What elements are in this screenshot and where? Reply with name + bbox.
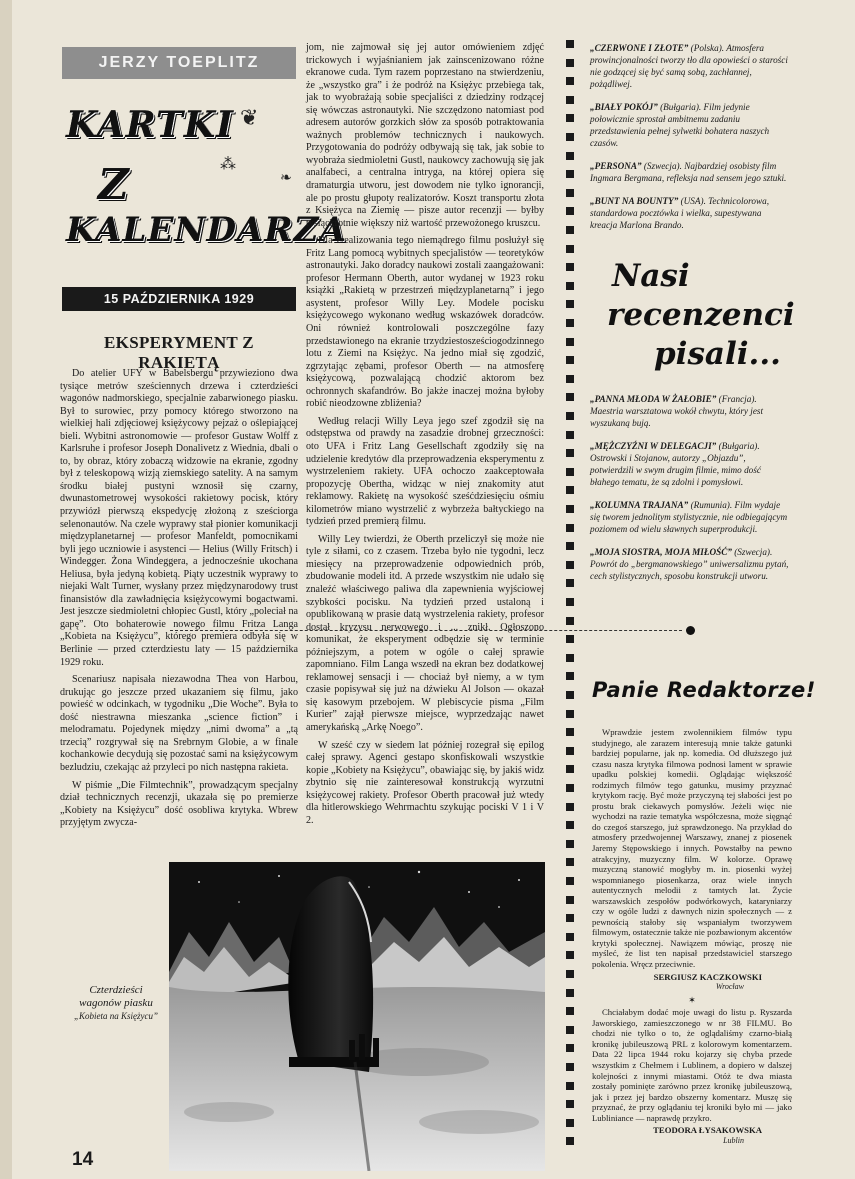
paragraph: Scenariusz napisała niezawodna Thea von Harbou, drukując go jeszcze przed ukazaniem się filmu, jako powieść w odcinkach, w tygodniku „Die Woche”. Była to dość niestrawna mieszanka „science fiction” i melodramatu. Pojedynek między „nimi dwoma” a „tą trzecią” rozgrywał się na Srebrnym Globie, a w finale kochankowie decydują się pozostać sami na księżycowym bezludziu, czekając aż przyleci po nich następna rakieta. — [60, 674, 298, 773]
film-country: (Szwecja). — [643, 161, 682, 171]
square-bullet-icon — [566, 672, 574, 680]
square-bullet-icon — [566, 710, 574, 718]
film-title: „MOJA SIOSTRA, MOJA MIŁOŚĆ” — [590, 547, 732, 557]
caption-main: Czterdzieści wagonów piasku — [79, 984, 153, 1009]
square-bullet-icon — [566, 1007, 574, 1015]
square-bullet-icon — [566, 896, 574, 904]
square-bullet-icon — [566, 914, 574, 922]
film-country: (Bułgaria). — [660, 102, 702, 112]
square-bullet-icon — [566, 431, 574, 439]
letters-section — [592, 727, 792, 1146]
square-bullet-icon — [566, 635, 574, 643]
film-text: Maestria warsztatowa wokół chwytu, który jest wyszukaną bują. — [590, 406, 764, 428]
square-bullet-icon — [566, 245, 574, 253]
film-title: „BIAŁY POKÓJ” — [590, 102, 658, 112]
letter-text: Wprawdzie jestem zwolennikiem filmów typu studyjnego, ale zarazem interesują mnie także gatunki bardziej popularne, jak np. komedia. Od dłuższego już czasu nasza krytyka filmowa podnosi lament w sprawie upadku polskiej komedii. Oglądając większość rodzimych filmów tego gatunku, musimy przyznać krytykom rację. Być może przyczyną tej słabości jest po prostu brak ciekawych pomysłów. Jeżeli więc nie wychodzi na razie tematyka współczesna, może sięgnąć do czegoś starszego, już sprawdzonego. Na przykład do atmosfery przedwojennej Warszawy, znanej z piosenek Jaremy Stępowskiego i innych. Powstałby na pewno atrakcyjny, muzyczny film. W kolorze. Oprawę muzyczną stanowić mogłyby m. in. piosenki wyżej wspomnianego piosenkarza, oraz wiele innych autentycznych melodii z tamtych lat. Życie warszawskich zespołów podwórkowych, kataryniarzy czy w ogóle ludzi z dawnych nizin społecznych — z pewnością stałoby się wspaniałym tworzywem filmowym, ostatecznie także nie pozbawionym akcentów krytyki społecznej. Nawiązem mówiąc, proszę nie myśleć, że list ten napisał przedstawiciel starszego pokolenia. Wręcz przeciwnie. — [592, 727, 792, 970]
square-bullet-icon — [566, 524, 574, 532]
photo-caption — [68, 984, 164, 1022]
author-name: JERZY TOEPLITZ — [98, 54, 260, 71]
film-title: „MĘŻCZYŹNI W DELEGACJI” — [590, 441, 717, 451]
square-bullet-icon — [566, 356, 574, 364]
film-text: Ostrowski i Stojanow, autorzy „Objazdu”, potwierdzili w swym drugim filmie, mimo dość błahego tematu, że są zdolni i pomysłowi. — [590, 453, 761, 487]
square-bullet-icon — [566, 1026, 574, 1034]
square-bullet-icon — [566, 393, 574, 401]
square-bullet-icon — [566, 170, 574, 178]
square-bullet-icon — [566, 319, 574, 327]
square-bullet-icon — [566, 40, 574, 48]
paragraph: jom, nie zajmował się jej autor omówieniem zdjęć trickowych i wyjaśnianiem jak zainscenizowano różne ekranowe cuda. Tym razem poprzestano na stwierdzeniu, że „wszystko gra” i że podróż na Księżyc przebiega tak, jak to wyobrażają sobie specjaliści z dziedziny rodzącej się wówczas astronautyki. Nie szczędzono natomiast pod adresem autorów gorzkich słów za sposób potraktowania ważnych problemów technicznych i naukowych. Przygotowania do podróży odbywają się tak, jak sobie to wyobraża siedmioletni Gustl, naukowcy zachowują się jak analfabeci, a centralna intryga, na której opiera się dramaturgia utworu, jest dowodem nie tylko ignorancji, ale po prostu głupoty realizatorów. Koszt transportu złota z Księżyca na Ziemię — pisze autor recenzji — byłby tysiąckrotnie większy niż wartość przewożonego kruszcu. — [306, 42, 544, 229]
square-bullet-icon — [566, 1082, 574, 1090]
masthead-line-1: KARTKI — [66, 104, 234, 146]
dashed-divider — [170, 630, 682, 631]
square-bullet-icon — [566, 542, 574, 550]
square-bullet-icon — [566, 654, 574, 662]
letter-signature: TEODORA ŁYSAKOWSKA — [653, 1125, 762, 1136]
film-title: „CZERWONE I ZŁOTE” — [590, 43, 689, 53]
film-text: Powrót do „bergmanowskiego” uniwersalizmu pytań, cech stylistycznych, sposobu konstrukcji utworu. — [590, 559, 789, 581]
square-bullet-icon — [566, 858, 574, 866]
square-bullet-icon — [566, 412, 574, 420]
flourish-ornament-icon: ⁂ — [220, 154, 236, 173]
film-entry — [590, 499, 790, 535]
square-bullet-icon — [566, 1044, 574, 1052]
square-bullet-icon — [566, 207, 574, 215]
square-bullet-icon — [566, 1119, 574, 1127]
square-bullet-icon — [566, 468, 574, 476]
masthead-line-3: KALENDARZA — [66, 210, 347, 250]
square-bullet-icon — [566, 59, 574, 67]
square-bullet-icon — [566, 133, 574, 141]
film-country: (Szwecja). — [734, 547, 773, 557]
film-entry — [590, 393, 790, 429]
square-bullet-icon — [566, 821, 574, 829]
square-bullet-icon — [566, 598, 574, 606]
film-title: „PANNA MŁODA W ŻAŁOBIE” — [590, 394, 717, 404]
film-still-photo — [169, 862, 545, 1171]
film-country: (Rumunia). — [690, 500, 733, 510]
bullet-squares-column — [566, 40, 576, 1160]
square-bullet-icon — [566, 1063, 574, 1071]
letters-heading: Panie Redaktorze! — [592, 678, 816, 702]
film-entry — [590, 440, 790, 488]
square-bullet-icon — [566, 951, 574, 959]
film-text: Technicolorowa, standardowa pocztówka i wielka, supestywana kreacja Marlona Brando. — [590, 196, 769, 230]
flourish-ornament-icon: ❧ — [280, 170, 292, 186]
film-entry — [590, 42, 790, 90]
film-title: „BUNT NA BOUNTY” — [590, 196, 679, 206]
film-title: „KOLUMNA TRAJANA” — [590, 500, 689, 510]
square-bullet-icon — [566, 375, 574, 383]
square-bullet-icon — [566, 691, 574, 699]
reviews-heading-line-3: pisali... — [654, 336, 781, 372]
film-country: (Bułgaria). — [718, 441, 760, 451]
square-bullet-icon — [566, 486, 574, 494]
paragraph: Dla zrealizowania tego niemądrego filmu posłużył się Fritz Lang pomocą wybitnych specjalistów — teoretyków astronautyki. Jako doradcy naukowi zostali zaangażowani: profesor Hermann Oberth, autor wydanej w 1923 roku książki „Rakietą w przestrzeń międzyplanetarną” i jego asystent, profesor Willy Ley. Modele pocisku księżycowego wykonano według wskazówek doradców. Oni również kontrolowali poszczególne fazy przedstawionego na ekranie trzydziestosześciogodzinnego lotu z Ziemi na Księżyc. Na jedno miał się zgodzić, zgrzytając zębami, profesor Oberth — na atmosferę księżycową, pozwalającą chodzić aktorom bez ochronnych skafandrów. Bo jakże inaczej można byłoby robić nieodzowne zbliżenia? — [306, 235, 544, 410]
lunar-landscape-image — [169, 862, 545, 1171]
square-bullet-icon — [566, 263, 574, 271]
masthead-line-2: Z — [98, 160, 130, 209]
page-edge — [0, 0, 12, 1179]
film-entry — [590, 160, 790, 184]
square-bullet-icon — [566, 933, 574, 941]
square-bullet-icon — [566, 300, 574, 308]
films-list-bottom — [590, 393, 790, 593]
page-number: 14 — [72, 1149, 94, 1170]
date-bar — [62, 287, 296, 311]
square-bullet-icon — [566, 765, 574, 773]
film-text: Film wydaje się tworem jednolitym stylistycznie, nie odbiegającym poziomem od wielu sławnych superprodukcji. — [590, 500, 788, 534]
paragraph: W sześć czy w siedem lat później rozegrał się epilog całej sprawy. Agenci gestapo skonfiskowali wszystkie kopie „Kobiety na Księżycu”, obawiając się, by jakiś widz zbytnio się nie zainteresował konstrukcją wyrzutni księżycowej rakiety. Profesor Oberth pracował już wtedy dla hitlerowskiego Wehrmachtu szykując pociski V 1 i V 2. — [306, 739, 544, 826]
article-title: EKSPERYMENT Z RAKIETĄ — [104, 333, 254, 372]
letter-city: Lublin — [723, 1135, 744, 1145]
article-column-1 — [60, 368, 298, 830]
square-bullet-icon — [566, 803, 574, 811]
film-entry — [590, 101, 790, 149]
square-bullet-icon — [566, 970, 574, 978]
masthead — [62, 100, 347, 260]
square-bullet-icon — [566, 579, 574, 587]
square-bullet-icon — [566, 617, 574, 625]
square-bullet-icon — [566, 152, 574, 160]
square-bullet-icon — [566, 728, 574, 736]
square-bullet-icon — [566, 505, 574, 513]
paragraph: Według relacji Willy Leya jego szef zgodził się na odstępstwa od prawdy na zasadzie drobnej grzeczności: oto UFA i Fritz Lang Gesellschaft zgodziły się na udzielenie kredytów dla przeprowadzenia eksperymentu z wystrzeleniem rakiety. UFA ochoczo zaakceptowała propozycję Obertha, widząc w niej znakomity atut reklamowy. Rakietę na wysokość sześćdziesięciu ośmiu kilometrów miano wystrzelić z wybrzeża bałtyckiego na tydzień przed premierą filmu. — [306, 415, 544, 528]
square-bullet-icon — [566, 840, 574, 848]
square-bullet-icon — [566, 338, 574, 346]
paragraph: Willy Ley twierdzi, że Oberth przeliczył się może nie tyle z siłami, co z czasem. Trzeba było nie tygodni, lecz miesięcy na przeprowadzenie odpowiednich prób, zbudowanie modeli itd. A przede wszystkim nie udało się znaleźć właściwego paliwa dla zapewnienia wyjściowej szybkości pocisku. Na tydzień przed ustaloną i opublikowaną w prasie datą wystrzelenia rakiety, profesor dostał kryzysu nerwowego i ... znikł. Ogłoszono komunikat, że eksperyment odbędzie się w terminie późniejszym, a potem w ogóle o całej sprawie zapomniano. Film Langa wszedł na ekran bez dodatkowej reklamowej sensacji i — chociaż był niemy, a w tym czasie popisywał się już na dźwieku Al Jolson — okazał się kasowym przebojem. W plebiscycie pisma „Film Kurier” zajął pierwsze miejsce, wyprzedzając nawet amerykańską „Arkę Noego”. — [306, 533, 544, 733]
film-country: (USA). — [680, 196, 706, 206]
films-list-top — [590, 42, 790, 242]
dot-divider — [686, 626, 695, 635]
star-separator-icon: ✶ — [688, 994, 696, 1005]
date-text: 15 PAŹDZIERNIKA 1929 — [103, 292, 255, 306]
square-bullet-icon — [566, 282, 574, 290]
article-column-2 — [306, 42, 544, 827]
square-bullet-icon — [566, 561, 574, 569]
letter-city: Wrocław — [715, 982, 744, 992]
film-entry — [590, 195, 790, 231]
square-bullet-icon — [566, 77, 574, 85]
film-text: Najbardziej osobisty film Ingmara Bergmana, refleksja nad sensem jego sztuki. — [590, 161, 787, 183]
letter-signature: SERGIUSZ KACZKOWSKI — [653, 971, 762, 982]
square-bullet-icon — [566, 226, 574, 234]
paragraph: Do atelier UFY w Babelsbergu przywieziono dwa tysiące metrów sześciennych drzewa i czterdzieści wagonów nadmorskiego, specjalnie zabarwionego piasku. Był to surowiec, przy pomocy którego stworzono na wielkiej hali zdjęciowej księżycowy pejzaż o oślepiającej bieli. Wybitni astronomowie — profesor Gustaw Wolff z Karlsruhe i profesor Joseph Donalivetz z Wiednia, dbali o to, by obraz, który zobaczą widzowie na ekranie, zgodny był z teleskopową wizją ziemskiego satelity. A na samym środku białej pustyni wznosił się czarny, dwunastometrowej wysokości rakietowy pocisk, który przywiózł pierwszą ekspedycję złożoną z sześciorga selenonautów. Na czele wyprawy stał pionier komunikacji międzyplanetarnej — profesor Manfeldt, pomocnikami byli jego uczniowie i asystenci — Helius (Willy Fritsch) i Windegger. Żona Windeggera, a jednocześnie ukochana Heliusa, była jedyną kobietą. Piąty uczestnik wyprawy to niejaki Walt Turner, wysłany przez międzynarodowy trust finansistów dla zawładnięcia księżycowymi bogactwami. Jest jeszcze siedmioletni chłopiec Gustl, który „poleciał na gapę”. Oto bohaterowie nowego filmu Fritza Langa „Kobieta na Księżycu”, którego premiera odbyła się w Berlinie — przed czterdziestu laty — 15 października 1929 roku. — [60, 368, 298, 668]
film-text: Atmosfera prowincjonalności tworzy tło dla opowieści o starości nie godzącej się być samą sobą, zachłannej, pożądliwej. — [590, 43, 788, 89]
square-bullet-icon — [566, 449, 574, 457]
square-bullet-icon — [566, 747, 574, 755]
film-country: (Francja). — [718, 394, 757, 404]
square-bullet-icon — [566, 989, 574, 997]
square-bullet-icon — [566, 784, 574, 792]
square-bullet-icon — [566, 189, 574, 197]
paragraph: W piśmie „Die Filmtechnik”, prowadzącym specjalny dział technicznych recenzji, ukazała się po premierze „Kobiety na Księżycu” dość osobliwa krytyka. Wbrew przyjętym zwycza- — [60, 779, 298, 829]
caption-sub: „Kobieta na Księżycu” — [73, 1011, 158, 1021]
film-title: „PERSONA” — [590, 161, 642, 171]
reviews-heading-line-1: Nasi — [612, 258, 690, 294]
author-bar — [62, 47, 296, 79]
reviews-heading-line-2: recenzenci — [607, 297, 795, 333]
film-text: Film jedynie połowicznie sprostał ambitnemu zadaniu przedstawienia pełnej sylwetki bohatera naszych czasów. — [590, 102, 770, 148]
square-bullet-icon — [566, 877, 574, 885]
square-bullet-icon — [566, 1100, 574, 1108]
square-bullet-icon — [566, 1137, 574, 1145]
flourish-ornament-icon: ❦ — [240, 106, 259, 131]
film-entry — [590, 546, 790, 582]
letter-text: Chciałabym dodać moje uwagi do listu p. Ryszarda Jaworskiego, zamieszczonego w nr 38 FILMU. Bo chodzi nie tylko o to, że oglądaliśmy czarno-białą kronikę jubileuszową PRL z kolorowym komentarzem. Data 22 lipca 1944 roku kojarzy się chyba przede wszystkim z Chełmem i Lublinem, a dopiero w dalszej kolejności z innymi miastami. Otóż te dwa miasta zostały pominięte zarówno przez kronikę jubileuszową, jak i przez jej bardzo obszerny komentarz. Muszę się przyznać, że przy oglądaniu tej kroniki było mi — jako Lubliniance — naprawdę przykro. — [592, 1007, 792, 1123]
film-country: (Polska). — [690, 43, 725, 53]
square-bullet-icon — [566, 114, 574, 122]
square-bullet-icon — [566, 96, 574, 104]
